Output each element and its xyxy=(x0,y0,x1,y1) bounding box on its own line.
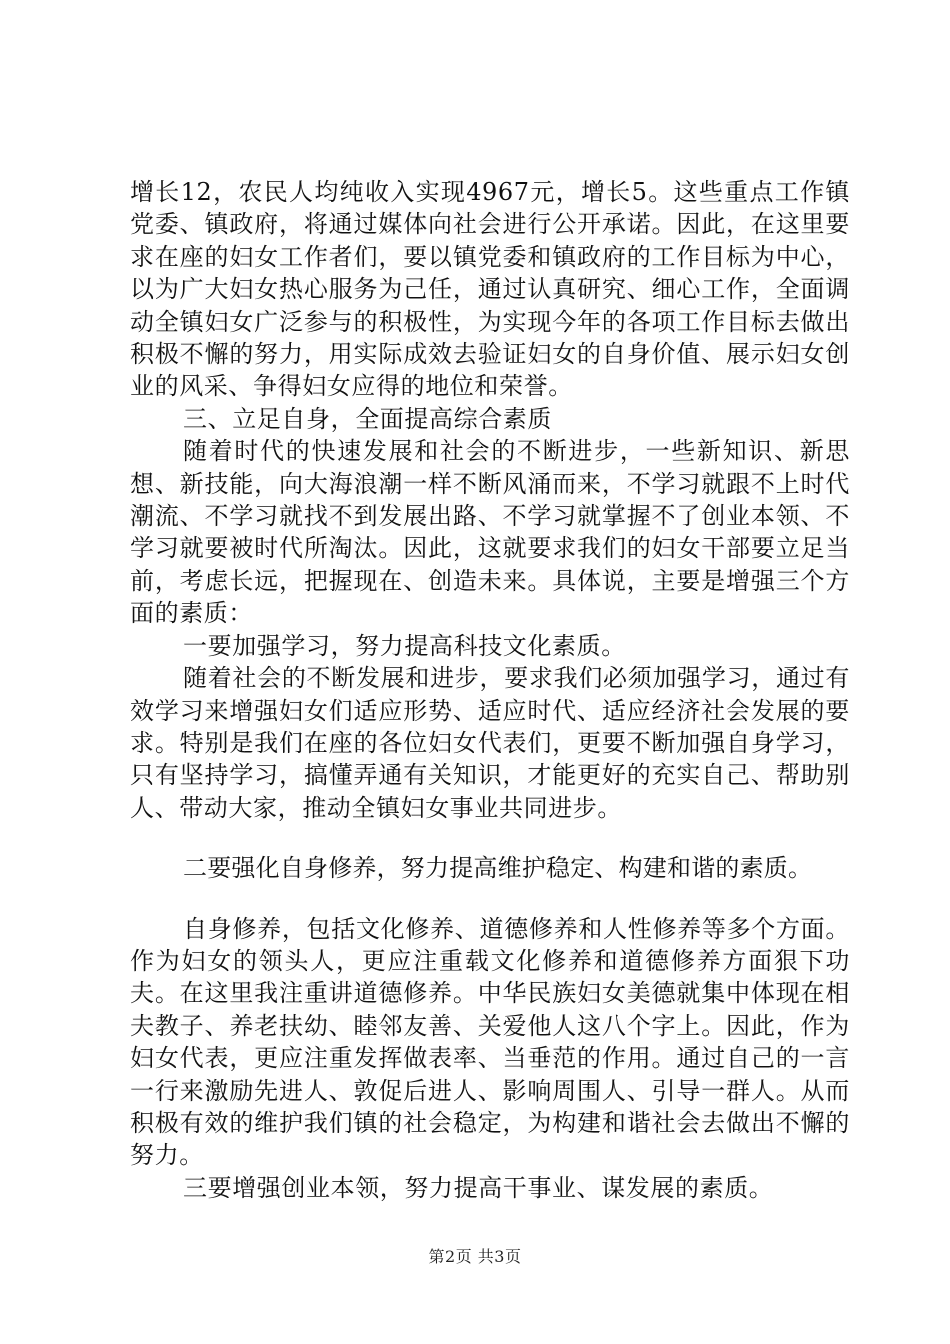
paragraph-times-development: 随着时代的快速发展和社会的不断进步，一些新知识、新思想、新技能，向大海浪潮一样不断风涌而来，不学习就跟不上时代潮流、不学习就找不到发展出路、不学习就掌握不了创业本领、不学习就要被时代所淘汰。因此，这就要求我们的妇女干部要立足当前，考虑长远，把握现在、创造未来。具体说，主要是增强三个方面的素质： xyxy=(130,437,850,628)
paragraph-strengthen-learning: 随着社会的不断发展和进步，要求我们必须加强学习，通过有效学习来增强妇女们适应形势、适应时代、适应经济社会发展的要求。特别是我们在座的各位妇女代表们，更要不断加强自身学习，只有坚持学习，搞懂弄通有关知识，才能更好的充实自己、帮助别人、带动大家，推动全镇妇女事业共同进步。 xyxy=(130,664,850,822)
subheading-three-entrepreneurship: 三要增强创业本领，努力提高干事业、谋发展的素质。 xyxy=(183,1173,774,1202)
subheading-one-study: 一要加强学习，努力提高科技文化素质。 xyxy=(183,631,626,660)
document-body xyxy=(130,176,850,1204)
page-footer: 第2页 共3页 xyxy=(428,1247,522,1266)
section-heading-three: 三、立足自身，全面提高综合素质 xyxy=(183,404,552,433)
paragraph-self-cultivation: 自身修养，包括文化修养、道德修养和人性修养等多个方面。作为妇女的领头人，更应注重载文化修养和道德修养方面狠下功夫。在这里我注重讲道德修养。中华民族妇女美德就集中体现在相夫教子、养老扶幼、睦邻友善、关爱他人这八个字上。因此，作为妇女代表，更应注重发挥做表率、当垂范的作用。通过自己的一言一行来激励先进人、敦促后进人、影响周围人、引导一群人。从而积极有效的维护我们镇的社会稳定，为构建和谐社会去做出不懈的努力。 xyxy=(130,914,850,1170)
subheading-two-self-cultivation: 二要强化自身修养，努力提高维护稳定、构建和谐的素质。 xyxy=(183,854,813,883)
paragraph-income-commitment: 增长12，农民人均纯收入实现4967元，增长5。这些重点工作镇党委、镇政府，将通过媒体向社会进行公开承诺。因此，在这里要求在座的妇女工作者们，要以镇党委和镇政府的工作目标为中心，以为广大妇女热心服务为己任，通过认真研究、细心工作，全面调动全镇妇女广泛参与的积极性，为实现今年的各项工作目标去做出积极不懈的努力，用实际成效去验证妇女的自身价值、展示妇女创业的风采、争得妇女应得的地位和荣誉。 xyxy=(130,178,850,401)
